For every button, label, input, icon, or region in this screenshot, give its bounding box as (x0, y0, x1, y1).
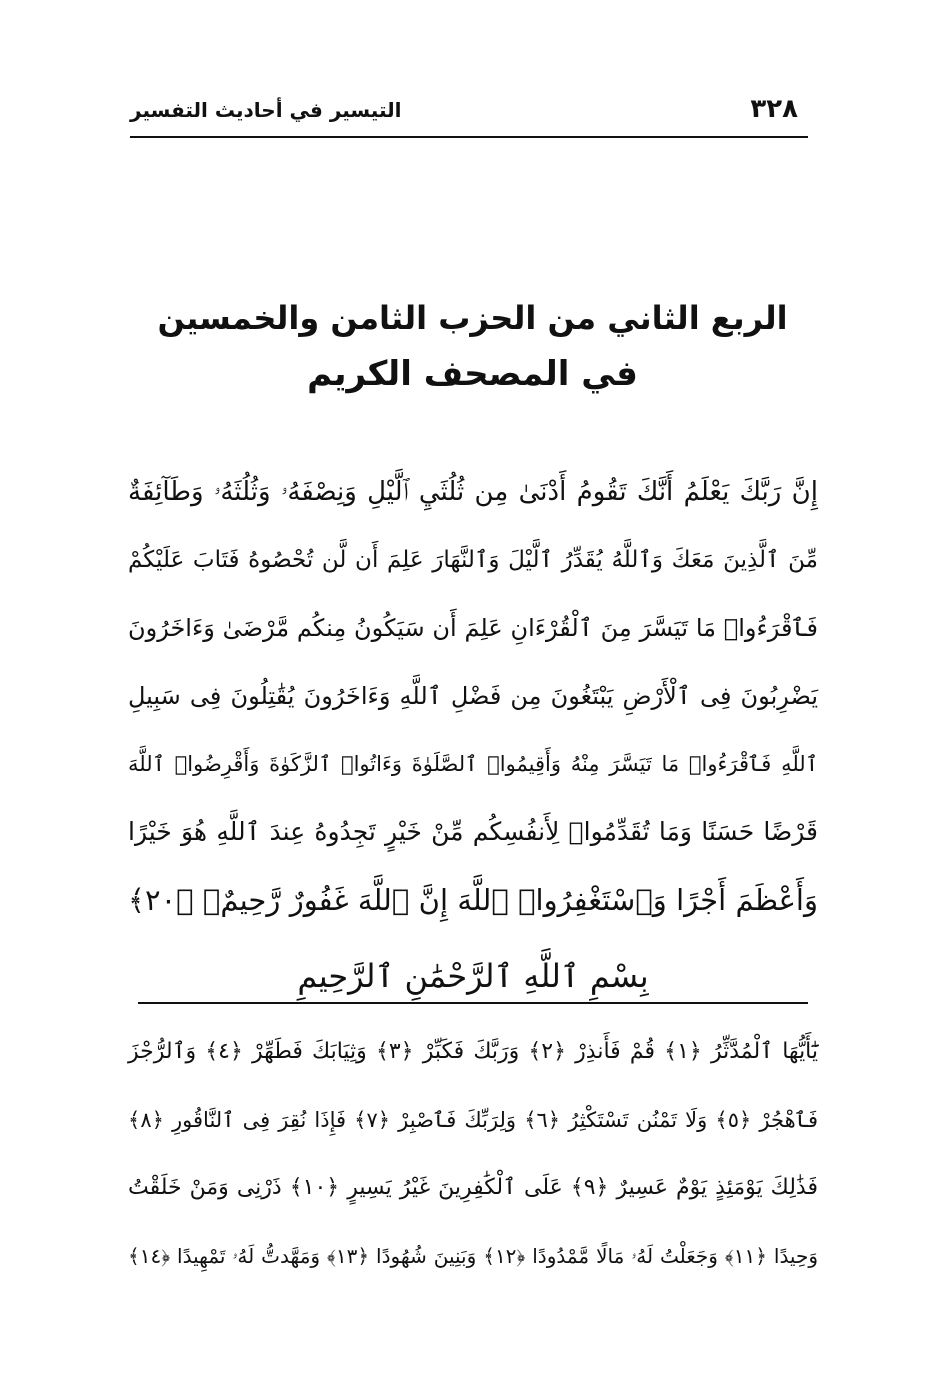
page-header (130, 92, 808, 132)
header-rule (130, 136, 808, 138)
page-number: ٣٢٨ (750, 94, 798, 124)
basmala-text: بِسْمِ ٱللَّهِ ٱلرَّحْمَٰنِ ٱلرَّحِيمِ (297, 957, 649, 995)
verse-line: فَٱهْجُرْ ﴿٥﴾ وَلَا تَمْنُن تَسْتَكْثِرُ ﴿٦﴾ وَلِرَبِّكَ فَٱصْبِرْ ﴿٧﴾ فَإِذَا نُقِرَ فِى ٱلنَّاقُورِ ﴿٨﴾ (128, 1108, 818, 1132)
verse-line: وَأَعْظَمَ أَجْرًا وَٱسْتَغْفِرُوا۟ ٱللَّهَ إِنَّ ٱللَّهَ غَفُورٌ رَّحِيمٌۢ ﴿٢٠﴾ (128, 883, 818, 917)
verse-line: يَٰٓأَيُّهَا ٱلْمُدَّثِّرُ ﴿١﴾ قُمْ فَأَنذِرْ ﴿٢﴾ وَرَبَّكَ فَكَبِّرْ ﴿٣﴾ وَثِيَابَكَ فَطَهِّرْ ﴿٤﴾ وَٱلرُّجْزَ (128, 1039, 819, 1064)
quran-passage-muddaththir (128, 1018, 818, 1290)
verse-line: قَرْضًا حَسَنًا وَمَا تُقَدِّمُوا۟ لِأَنفُسِكُم مِّنْ خَيْرٍ تَجِدُوهُ عِندَ ٱللَّهِ هُوَ خَيْرًا (128, 817, 818, 846)
section-title-line-1: الربع الثاني من الحزب الثامن والخمسين (157, 299, 788, 337)
verse-line: مِّنَ ٱلَّذِينَ مَعَكَ وَٱللَّهُ يُقَدِّرُ ٱلَّيْلَ وَٱلنَّهَارَ عَلِمَ أَن لَّن تُحْصُوهُ فَتَابَ عَلَيْكُمْ (128, 547, 818, 573)
basmala (128, 952, 818, 1012)
verse-line: يَضْرِبُونَ فِى ٱلْأَرْضِ يَبْتَغُونَ مِن فَضْلِ ٱللَّهِ وَءَاخَرُونَ يُقَٰتِلُونَ فِى سَبِيلِ (128, 682, 818, 710)
verse-line: ٱللَّهِ فَٱقْرَءُوا۟ مَا تَيَسَّرَ مِنْهُ وَأَقِيمُوا۟ ٱلصَّلَوٰةَ وَءَاتُوا۟ ٱلزَّكَوٰةَ وَأَقْرِضُوا۟ ٱللَّهَ (128, 752, 818, 776)
basmala-calligraphic-stroke (138, 1002, 808, 1004)
verse-line: إِنَّ رَبَّكَ يَعْلَمُ أَنَّكَ تَقُومُ أَدْنَىٰ مِن ثُلُثَيِ ٱلَّيْلِ وَنِصْفَهُۥ وَثُلُثَهُۥ وَطَآئِفَةٌ (128, 477, 818, 507)
section-title (150, 290, 795, 402)
verse-line: فَذَٰلِكَ يَوْمَئِذٍ يَوْمٌ عَسِيرٌ ﴿٩﴾ عَلَى ٱلْكَٰفِرِينَ غَيْرُ يَسِيرٍ ﴿١٠﴾ ذَرْنِى وَمَنْ خَلَقْتُ (128, 1175, 818, 1200)
section-title-line-2: في المصحف الكريم (307, 354, 638, 394)
verse-line: فَٱقْرَءُوا۟ مَا تَيَسَّرَ مِنَ ٱلْقُرْءَانِ عَلِمَ أَن سَيَكُونُ مِنكُم مَّرْضَىٰ وَءَاخَرُونَ (128, 614, 818, 642)
quran-passage-muzzammil (128, 458, 818, 934)
running-title: التيسير في أحاديث التفسير (130, 98, 402, 122)
verse-line: وَحِيدًا ﴿١١﴾ وَجَعَلْتُ لَهُۥ مَالًا مَّمْدُودًا ﴿١٢﴾ وَبَنِينَ شُهُودًا ﴿١٣﴾ وَمَهَّدتُّ لَهُۥ تَمْهِيدًا ﴿١٤﴾ (128, 1244, 818, 1268)
